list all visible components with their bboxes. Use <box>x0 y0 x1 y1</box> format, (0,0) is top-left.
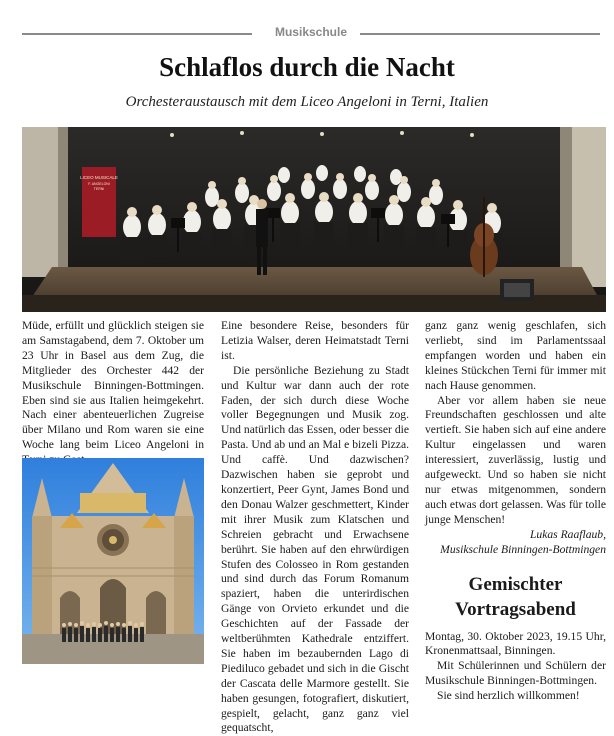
article-paragraph: Eine besondere Reise, besonders für Letizia Walser, deren Heimatstadt Terni ist. <box>221 319 409 362</box>
banner-text-3: TERNI <box>93 187 105 191</box>
article-paragraph: Müde, erfüllt und glücklich steigen sie am Samstagabend, dem 7. Oktober um 23 Uhr in Basel aus dem Zug, die Mitglieder des Orchester 442 der Musikschule Binningen-Bottmingen. Eben sind sie aus Italien heimgekehrt. Nach einer abenteuerlichen Zugreise über Milano und Rom waren sie eine Woche lang beim Liceo Angeloni in <box>22 319 204 452</box>
orchestra-photo-illustration <box>22 127 606 312</box>
author-name: Lukas Raaflaub, <box>529 527 606 541</box>
section-rule-right <box>360 33 600 35</box>
event-title <box>425 572 606 622</box>
subheadline: Orchesteraustausch mit dem Liceo Angeloni in Terni, Italien <box>125 94 489 110</box>
banner-text-1: LICEO MUSICALE <box>80 175 118 180</box>
event-title-line-1: Gemischter <box>468 573 563 595</box>
headline: Schlaflos durch die Nacht <box>159 52 455 82</box>
section-label: Musikschule <box>274 25 348 39</box>
article-column-1 <box>22 319 204 468</box>
author-organization: Musikschule Binningen-Bottmingen <box>440 542 606 556</box>
event-body <box>425 630 606 705</box>
cathedral-photo-illustration <box>22 458 204 664</box>
article-column-3 <box>425 319 606 704</box>
cathedral-photo <box>22 458 204 664</box>
article-column-2 <box>221 319 409 736</box>
article-paragraph: Die persönliche Beziehung zu Stadt und Kultur war dann auch der rote Faden, der sich durch diese Woche voller Begegnungen und Musik zog. Und natürlich das Essen, oder besser die Pasta. Und ab und an Mal e bizeli Pizza. Und caffè. Und dazwischen? Dazwischen haben sie geprobt und konzertiert, Peer Gynt, James Bond und den Donau Walzer geschmettert, Kinder mit ihrer Musik zum Klatschen und Schreien gebracht und Erwachsene berührt. Sie haben auf den ehrwürdigen Stufen des Colosseo in Rom gestanden und sind durch das Forum Romanum spaziert, haben die unterirdischen Gänge von Orvieto erkundet und die Geschichten auf der Fassade der weltberühmten Kathedrale entziffert. Sie haben im bezaubernden Lago di Piediluco gebadet und sich in die Gischt der Cascata delle Marmore gestellt. Sie haben gesungen, fotografiert, diskutiert, gespielt, gelacht, ganz ganz viel gequatscht, <box>221 363 409 735</box>
section-header <box>22 26 600 40</box>
orchestra-photo <box>22 127 606 312</box>
article-paragraph: Aber vor allem haben sie neue Freundschaften geschlossen und alte vertieft. Sie haben sich auf eine andere Kultur eingelassen und waren interessiert, zuverlässig, lustig und aufgeweckt. Und so haben sie nicht nur etwas mitgenommen, sondern auch etwas dort gelassen. Was für tolle junge Menschen! <box>425 393 606 526</box>
event-title-line-2: Vortragsabend <box>455 598 576 620</box>
event-date-location: Montag, 30. Oktober 2023, 19.15 Uhr, Kronenmattsaal, Binningen. <box>425 629 606 658</box>
article-paragraph: ganz ganz wenig geschlafen, sich verliebt, sind im Parlamentssaal empfangen worden und haben ein kleines Stückchen Terni für immer mit nach Hause genommen. <box>425 319 606 392</box>
event-participants: Mit Schülerinnen und Schülern der Musikschule Binningen-Bottmingen. <box>425 659 606 688</box>
banner-text-2: F. ANGELONI <box>88 182 110 186</box>
event-welcome: Sie sind herzlich willkommen! <box>437 689 580 703</box>
